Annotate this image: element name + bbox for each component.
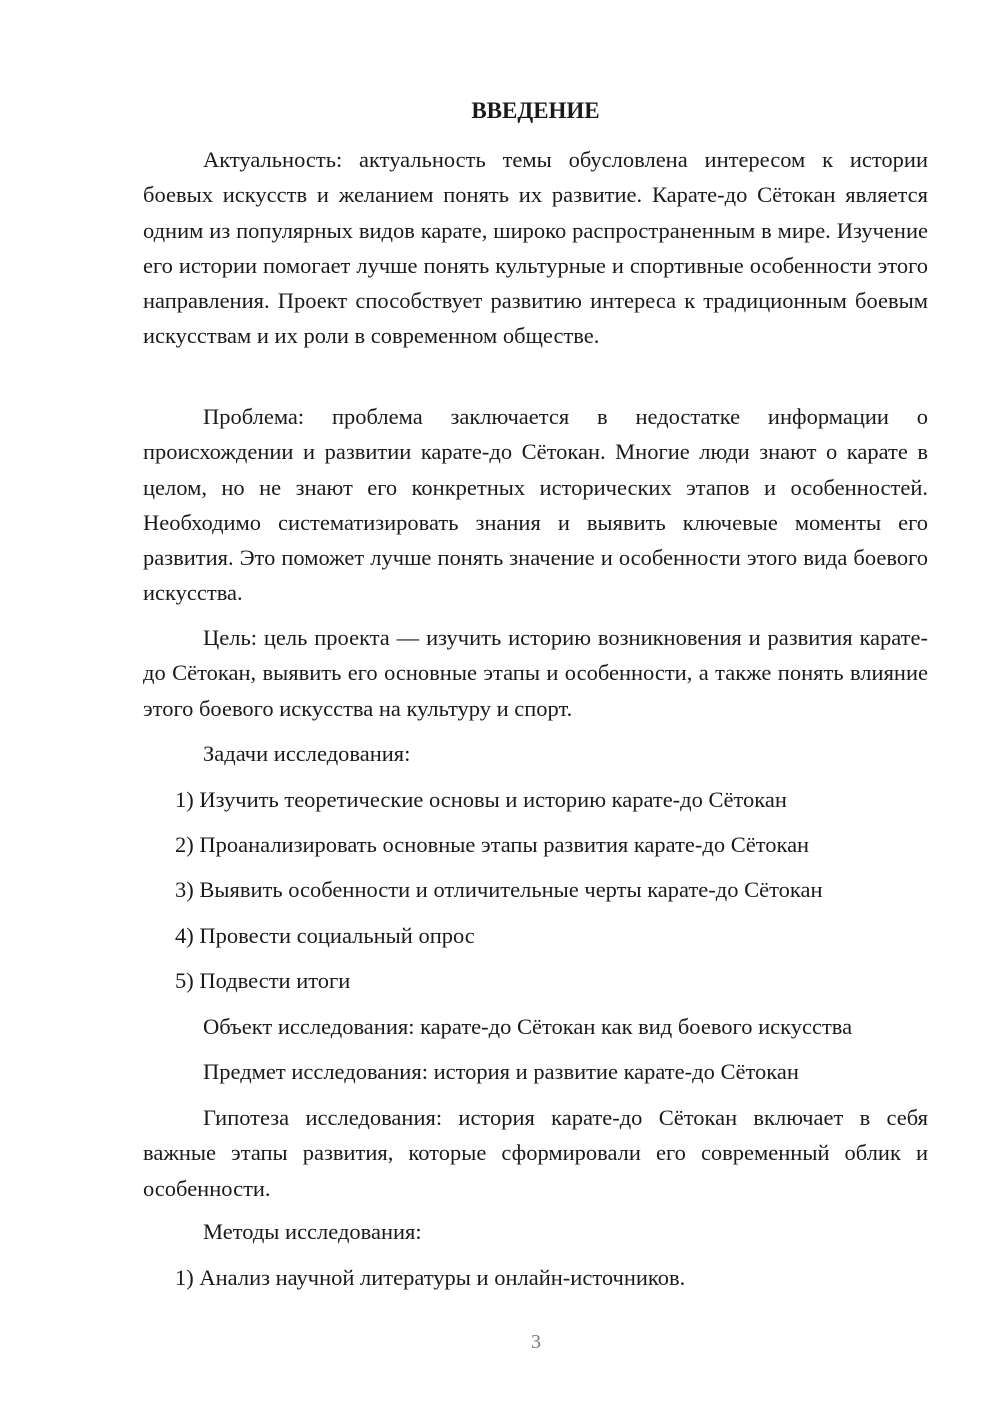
method-item: 1) Анализ научной литературы и онлайн-источников. xyxy=(175,1265,686,1290)
task-item: 4) Провести социальный опрос xyxy=(175,923,475,948)
research-object: Объект исследования: карате-до Сётокан как вид боевого искусства xyxy=(203,1014,853,1039)
task-item: 3) Выявить особенности и отличительные черты карате-до Сётокан xyxy=(175,877,823,902)
task-item: 2) Проанализировать основные этапы развития карате-до Сётокан xyxy=(175,832,810,857)
tasks-heading: Задачи исследования: xyxy=(203,741,411,766)
goal-paragraph: Цель: цель проекта — изучить историю возникновения и развития карате-до Сётокан, выявить его основные этапы и особенности, а также понять влияние этого боевого искусства на культуру и спорт. xyxy=(143,625,928,721)
section-title: ВВЕДЕНИЕ xyxy=(471,98,600,123)
problem-paragraph: Проблема: проблема заключается в недостатке информации о происхождении и развитии карате-до Сётокан. Многие люди знают о карате в целом, но не знают его конкретных исторических этапов и особенностей. Необходимо систематизировать знания и выявить ключевые моменты его развития. Это поможет лучше понять значение и особенности этого вида боевого искусства. xyxy=(143,404,928,606)
research-subject: Предмет исследования: история и развитие карате-до Сётокан xyxy=(203,1059,799,1084)
relevance-paragraph: Актуальность: актуальность темы обусловлена интересом к истории боевых искусств и желанием понять их развитие. Карате-до Сётокан является одним из популярных видов карате, широко распространенным в мире. Изучение его истории помогает лучше понять культурные и спортивные особенности этого направления. Проект способствует развитию интереса к традиционным боевым искусствам и их роли в современном обществе. xyxy=(143,147,928,349)
methods-heading: Методы исследования: xyxy=(203,1219,422,1244)
hypothesis-paragraph: Гипотеза исследования: история карате-до Сётокан включает в себя важные этапы развития, которые сформировали его современный облик и особенности. xyxy=(143,1105,928,1201)
page-number: 3 xyxy=(531,1331,541,1353)
task-item: 1) Изучить теоретические основы и историю карате-до Сётокан xyxy=(175,787,787,812)
task-item: 5) Подвести итоги xyxy=(175,968,351,993)
